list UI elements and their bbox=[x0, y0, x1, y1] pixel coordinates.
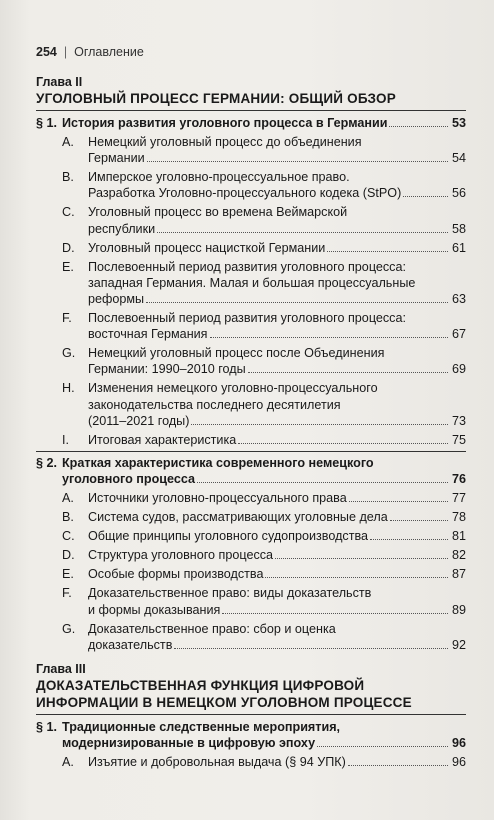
toc-entry-marker: A. bbox=[62, 135, 74, 150]
toc-entry-text: уголовного процесса bbox=[62, 471, 196, 486]
toc-entry-line bbox=[88, 150, 466, 166]
toc-leader-dots bbox=[191, 424, 448, 425]
toc-entry-line bbox=[88, 602, 466, 618]
toc-entry-text: Доказательственное право: виды доказательств bbox=[88, 586, 372, 601]
toc-subsection-entry[interactable] bbox=[36, 134, 466, 166]
toc-subsection-entry[interactable] bbox=[36, 380, 466, 428]
toc-subsection-entry[interactable] bbox=[36, 490, 466, 506]
toc-subsection-entry[interactable] bbox=[36, 240, 466, 256]
chapter-title bbox=[36, 677, 466, 715]
toc-leader-dots bbox=[390, 520, 448, 521]
chapter-3-sections bbox=[36, 719, 466, 770]
toc-page-number: 82 bbox=[451, 548, 466, 563]
toc-entry-line bbox=[88, 185, 466, 201]
toc-section-entry[interactable] bbox=[36, 719, 466, 751]
toc-entry-marker: C. bbox=[62, 529, 75, 544]
toc-entry-text: Изменения немецкого уголовно-процессуального bbox=[88, 381, 378, 396]
toc-entry-body bbox=[88, 169, 466, 201]
toc-entry-marker: G. bbox=[62, 621, 76, 636]
toc-entry-text: законодательства последнего десятилетия bbox=[88, 397, 341, 412]
toc-section bbox=[36, 455, 466, 653]
toc-entry-line bbox=[88, 585, 466, 601]
toc-entry-text: Итоговая характеристика bbox=[88, 432, 237, 447]
toc-subsection-entry[interactable] bbox=[36, 169, 466, 201]
toc-entry-text: доказательств bbox=[88, 637, 173, 652]
toc-page-number: 75 bbox=[451, 432, 466, 447]
toc-entry-text: История развития уголовного процесса в Германии bbox=[62, 116, 388, 130]
toc-entry-text: Структура уголовного процесса bbox=[88, 548, 274, 563]
toc-entry-line bbox=[88, 291, 466, 307]
toc-entry-line bbox=[62, 471, 466, 487]
toc-entry-marker: F. bbox=[62, 586, 72, 601]
toc-entry-line bbox=[88, 509, 466, 525]
toc-leader-dots bbox=[147, 161, 448, 162]
toc-entry-line bbox=[88, 134, 466, 150]
chapter-title: УГОЛОВНЫЙ ПРОЦЕСС ГЕРМАНИИ: ОБЩИЙ ОБЗОР bbox=[36, 90, 466, 111]
toc-leader-dots bbox=[327, 251, 448, 252]
toc-entry-line bbox=[62, 455, 466, 471]
toc-entry-text: Уголовный процесс во времена Веймарской bbox=[88, 205, 348, 220]
chapter-label: Глава III bbox=[36, 661, 86, 676]
toc-entry-line bbox=[88, 259, 466, 275]
chapter-3 bbox=[36, 661, 466, 770]
toc-entry-text: Немецкий уголовный процесс до объединения bbox=[88, 135, 362, 150]
running-head-title: Оглавление bbox=[74, 45, 144, 59]
toc-page-number: 58 bbox=[451, 221, 466, 236]
toc-entry-marker: A. bbox=[62, 490, 74, 505]
toc-entry-line bbox=[88, 397, 466, 413]
toc-entry-line bbox=[88, 490, 466, 506]
toc-leader-dots bbox=[389, 126, 448, 127]
toc-subsection-entry[interactable] bbox=[36, 547, 466, 563]
toc-subsection-entry[interactable] bbox=[36, 754, 466, 770]
toc-entry-text: (2011–2021 годы) bbox=[88, 413, 190, 428]
toc-entry-body bbox=[88, 432, 466, 448]
toc-page-number: 67 bbox=[451, 327, 466, 342]
toc-subsection-entry[interactable] bbox=[36, 432, 466, 448]
toc-entry-text: Традиционные следственные мероприятия, bbox=[62, 719, 341, 734]
chapter-title-line: ДОКАЗАТЕЛЬСТВЕННАЯ ФУНКЦИЯ ЦИФРОВОЙ bbox=[36, 677, 365, 693]
toc-entry-text: Изъятие и добровольная выдача (§ 94 УПК) bbox=[88, 755, 346, 769]
running-head-separator: | bbox=[63, 45, 68, 59]
toc-entry-text: восточная Германия bbox=[88, 327, 208, 342]
toc-entry-body bbox=[88, 490, 466, 506]
toc-entry-text: Разработка Уголовно-процессуального кодека (StPO) bbox=[88, 186, 402, 201]
toc-leader-dots bbox=[238, 443, 448, 444]
toc-entry-body bbox=[88, 566, 466, 582]
toc-entry-text: Система судов, рассматривающих уголовные дела bbox=[88, 510, 388, 525]
toc-subsection-entry[interactable] bbox=[36, 509, 466, 525]
toc-subsection-entry[interactable] bbox=[36, 585, 466, 617]
toc-entry-marker: G. bbox=[62, 346, 76, 361]
toc-entry-text: Источники уголовно-процессуального права bbox=[88, 490, 347, 505]
toc-entry-text: западная Германия. Малая и большая процессуальные bbox=[88, 275, 416, 290]
toc-page-number: 76 bbox=[451, 471, 466, 486]
toc-leader-dots bbox=[210, 337, 448, 338]
toc-entry-body bbox=[62, 719, 466, 751]
toc-entry-marker: E. bbox=[62, 259, 74, 274]
toc-entry-body bbox=[88, 204, 466, 236]
toc-entry-marker: H. bbox=[62, 381, 75, 396]
toc-entry-marker: F. bbox=[62, 311, 72, 326]
toc-entry-body bbox=[88, 380, 466, 428]
toc-entry-line bbox=[88, 169, 466, 185]
toc-entry-body bbox=[88, 240, 466, 256]
toc-entry-text: реформы bbox=[88, 291, 145, 306]
toc-entry-text: Доказательственное право: сбор и оценка bbox=[88, 621, 336, 636]
toc-page-number: 89 bbox=[451, 602, 466, 617]
toc-subsection-entry[interactable] bbox=[36, 310, 466, 342]
toc-leader-dots bbox=[370, 539, 448, 540]
page-number: 254 bbox=[36, 45, 57, 59]
toc-entry-marker: E. bbox=[62, 567, 74, 582]
toc-leader-dots bbox=[174, 648, 448, 649]
toc-entry-line bbox=[88, 240, 466, 256]
toc-entry-text: Общие принципы уголовного судопроизводства bbox=[88, 529, 369, 544]
toc-page-number: 92 bbox=[451, 637, 466, 652]
toc-section bbox=[36, 115, 466, 448]
toc-entry-text: Послевоенный период развития уголовного процесса: bbox=[88, 311, 406, 326]
toc-entry-marker: B. bbox=[62, 510, 74, 525]
toc-entry-text: модернизированные в цифровую эпоху bbox=[62, 735, 316, 750]
toc-subsection-entry[interactable] bbox=[36, 345, 466, 377]
toc-leader-dots bbox=[348, 765, 448, 766]
chapter-label: Глава II bbox=[36, 75, 83, 89]
toc-entry-line bbox=[88, 432, 466, 448]
toc-entry-body bbox=[88, 754, 466, 770]
toc-leader-dots bbox=[222, 613, 448, 614]
toc-leader-dots bbox=[248, 372, 448, 373]
toc-entry-marker: § 1. bbox=[36, 719, 58, 734]
toc-entry-marker: D. bbox=[62, 240, 75, 255]
toc-entry-line bbox=[88, 547, 466, 563]
toc-entry-body bbox=[62, 115, 466, 131]
toc-entry-line bbox=[88, 380, 466, 396]
toc-subsection-entry[interactable] bbox=[36, 528, 466, 544]
toc-entry-text: Краткая характеристика современного немецкого bbox=[62, 455, 374, 470]
toc-entry-body bbox=[88, 310, 466, 342]
toc-entry-marker: § 2. bbox=[36, 455, 58, 470]
toc-entry-text: Уголовный процесс нацисткой Германии bbox=[88, 240, 326, 255]
toc-section-entry[interactable] bbox=[36, 115, 466, 131]
toc-entry-body bbox=[88, 259, 466, 307]
toc-entry-text: Имперское уголовно-процессуальное право. bbox=[88, 170, 350, 185]
toc-entry-line bbox=[88, 621, 466, 637]
toc-entry-line bbox=[88, 275, 466, 291]
toc-entry-text: республики bbox=[88, 221, 156, 236]
toc-page-number: 69 bbox=[451, 362, 466, 377]
toc-entry-body bbox=[88, 585, 466, 617]
running-head bbox=[36, 44, 466, 60]
toc-entry-body bbox=[88, 345, 466, 377]
toc-leader-dots bbox=[275, 558, 448, 559]
toc-leader-dots bbox=[146, 302, 448, 303]
toc-leader-dots bbox=[265, 577, 448, 578]
toc-page-number: 77 bbox=[451, 490, 466, 505]
toc-entry-marker: D. bbox=[62, 548, 75, 563]
toc-entry-line bbox=[88, 221, 466, 237]
toc-page-number: 81 bbox=[451, 529, 466, 544]
toc-entry-marker: I. bbox=[62, 432, 69, 447]
toc-entry-text: Германии: 1990–2010 годы bbox=[88, 362, 246, 377]
toc-entry-body bbox=[88, 621, 466, 653]
toc-entry-line bbox=[88, 413, 466, 429]
toc-leader-dots bbox=[349, 501, 448, 502]
toc-page-number: 54 bbox=[451, 151, 466, 166]
toc-leader-dots bbox=[403, 196, 448, 197]
toc-leader-dots bbox=[197, 482, 448, 483]
toc-page-number: 96 bbox=[451, 735, 466, 750]
toc-page-number: 96 bbox=[451, 755, 466, 769]
toc-entry-line bbox=[88, 637, 466, 653]
toc-page-number: 53 bbox=[451, 116, 466, 130]
toc-entry-body bbox=[88, 528, 466, 544]
toc-section bbox=[36, 719, 466, 770]
toc-entry-line bbox=[62, 719, 466, 735]
toc-leader-dots bbox=[157, 232, 448, 233]
toc-page-number: 56 bbox=[451, 186, 466, 201]
toc-leader-dots bbox=[317, 746, 448, 747]
toc-subsection-entry[interactable] bbox=[36, 566, 466, 582]
toc-subsection-entry[interactable] bbox=[36, 259, 466, 307]
toc-entry-text: Послевоенный период развития уголовного процесса: bbox=[88, 259, 406, 274]
toc-page-number: 63 bbox=[451, 291, 466, 306]
toc-entry-marker: B. bbox=[62, 170, 74, 185]
section-divider bbox=[36, 451, 466, 452]
toc-page-number: 78 bbox=[451, 510, 466, 525]
toc-entry-line bbox=[88, 345, 466, 361]
toc-entry-body bbox=[88, 134, 466, 166]
toc-entry-line bbox=[88, 361, 466, 377]
chapter-2-sections bbox=[36, 115, 466, 653]
chapter-2 bbox=[36, 74, 466, 653]
toc-entry-line bbox=[88, 528, 466, 544]
toc-entry-body bbox=[88, 509, 466, 525]
toc-entry-line bbox=[88, 326, 466, 342]
toc-entry-line bbox=[88, 204, 466, 220]
toc-entry-line bbox=[88, 566, 466, 582]
toc-page-number: 87 bbox=[451, 567, 466, 582]
toc-section-entry[interactable] bbox=[36, 455, 466, 487]
toc-entry-text: Германии bbox=[88, 151, 145, 166]
toc-subsection-entry[interactable] bbox=[36, 204, 466, 236]
chapter-title-line: ИНФОРМАЦИИ В НЕМЕЦКОМ УГОЛОВНОМ ПРОЦЕССЕ bbox=[36, 694, 412, 710]
toc-page-number: 61 bbox=[451, 240, 466, 255]
toc-entry-text: и формы доказывания bbox=[88, 602, 221, 617]
toc-subsection-entry[interactable] bbox=[36, 621, 466, 653]
toc-entry-line bbox=[88, 754, 466, 770]
toc-entry-marker: A. bbox=[62, 755, 74, 769]
toc-entry-marker: § 1. bbox=[36, 116, 58, 130]
toc-entry-line bbox=[62, 735, 466, 751]
toc-page-number: 73 bbox=[451, 413, 466, 428]
toc-entry-text: Особые формы производства bbox=[88, 567, 264, 582]
toc-entry-marker: C. bbox=[62, 205, 75, 220]
toc-entry-body bbox=[88, 547, 466, 563]
toc-entry-line bbox=[88, 310, 466, 326]
toc-entry-line bbox=[62, 115, 466, 131]
toc-entry-text: Немецкий уголовный процесс после Объединения bbox=[88, 346, 385, 361]
toc-entry-body bbox=[62, 455, 466, 487]
